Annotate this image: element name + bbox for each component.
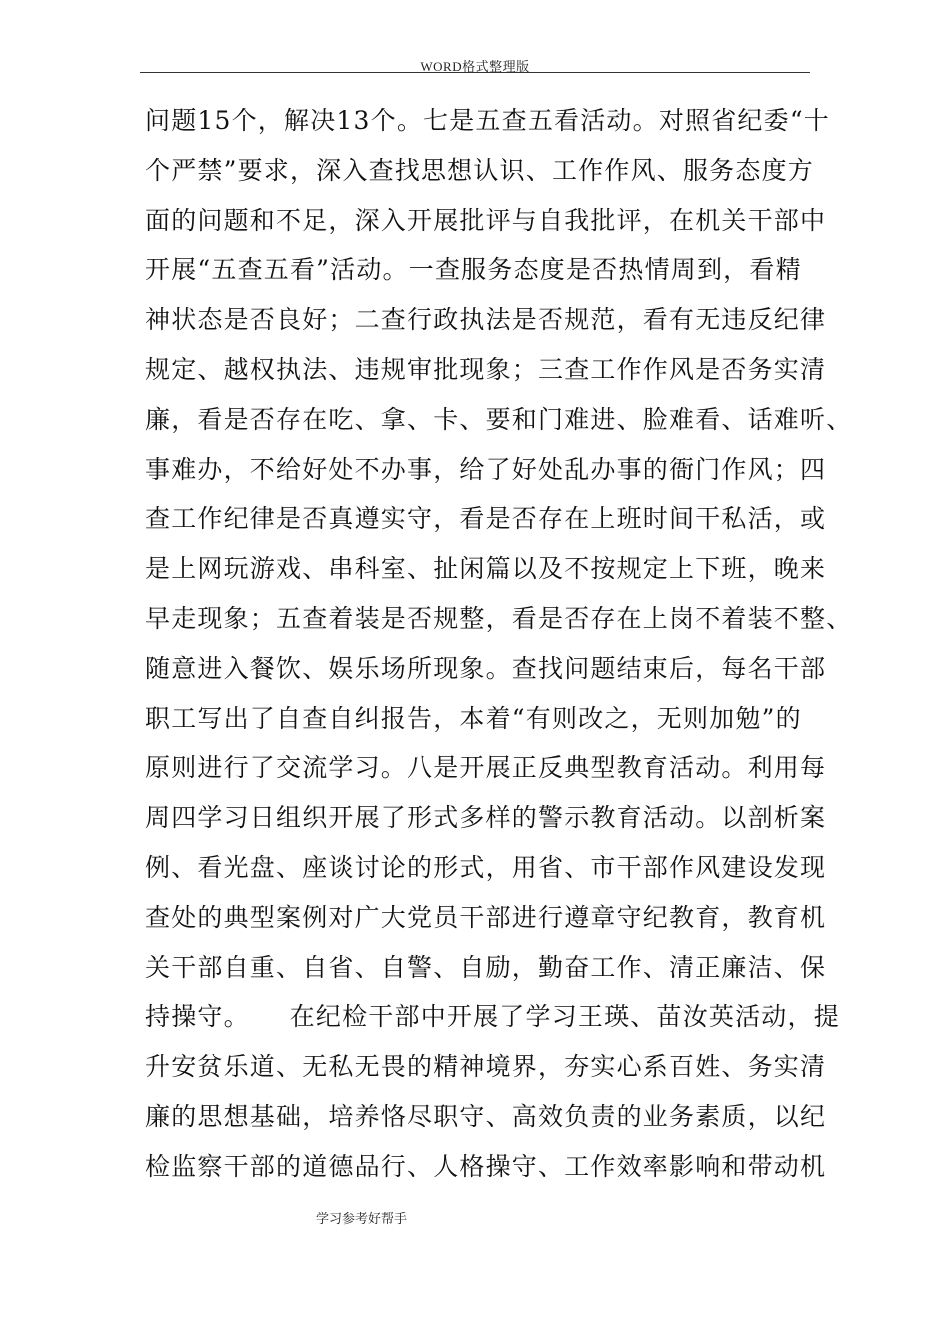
page-footer: 学习参考好帮手: [316, 1212, 408, 1227]
text-line-17: 查处的典型案例对广大党员干部进行遵章守纪教育，教育机: [145, 902, 827, 932]
text-line-14: 原则进行了交流学习。八是开展正反典型教育活动。利用每: [145, 753, 827, 783]
text-line-22: 检监察干部的道德品行、人格操守、工作效率影响和带动机: [145, 1151, 827, 1181]
text-line-21: 廉的思想基础，培养恪尽职守、高效负责的业务素质，以纪: [145, 1101, 827, 1131]
text-line-8: 事难办，不给好处不办事，给了好处乱办事的衙门作风；四: [145, 454, 827, 484]
text-line-18: 关干部自重、自省、自警、自励，勤奋工作、清正廉洁、保: [145, 952, 827, 982]
text-line-1: 问题15个，解决13个。七是五查五看活动。对照省纪委“十: [145, 106, 831, 135]
page-header: WORD格式整理版: [420, 59, 530, 74]
text-line-3: 面的问题和不足，深入开展批评与自我批评，在机关干部中: [145, 205, 827, 235]
text-line-5: 神状态是否良好；二查行政执法是否规范，看有无违反纪律: [145, 305, 827, 335]
text-line-15: 周四学习日组织开展了形式多样的警示教育活动。以剖析案: [145, 803, 827, 833]
header-divider: [140, 72, 810, 73]
body-text: [145, 96, 853, 1192]
text-line-6: 规定、越权执法、违规审批现象；三查工作作风是否务实清: [145, 354, 827, 384]
text-line-10: 是上网玩游戏、串科室、扯闲篇以及不按规定上下班，晚来: [145, 554, 827, 584]
text-line-19: 持操守。 在纪检干部中开展了学习王瑛、苗汝英活动，提: [145, 1002, 840, 1032]
text-line-11: 早走现象；五查着装是否规整，看是否存在上岗不着装不整、: [145, 603, 853, 633]
text-line-20: 升安贫乐道、无私无畏的精神境界，夯实心系百姓、务实清: [145, 1052, 827, 1082]
text-line-7: 廉，看是否存在吃、拿、卡、要和门难进、脸难看、话难听、: [145, 404, 853, 434]
text-line-2: 个严禁”要求，深入查找思想认识、工作作风、服务态度方: [145, 155, 814, 185]
text-line-16: 例、看光盘、座谈讨论的形式，用省、市干部作风建设发现: [145, 852, 827, 882]
text-line-12: 随意进入餐饮、娱乐场所现象。查找问题结束后，每名干部: [145, 653, 827, 683]
text-line-4: 开展“五查五看”活动。一查服务态度是否热情周到，看精: [145, 255, 802, 285]
text-line-9: 查工作纪律是否真遵实守，看是否存在上班时间干私活，或: [145, 504, 827, 534]
text-line-13: 职工写出了自查自纠报告，本着“有则改之，无则加勉”的: [145, 703, 802, 733]
